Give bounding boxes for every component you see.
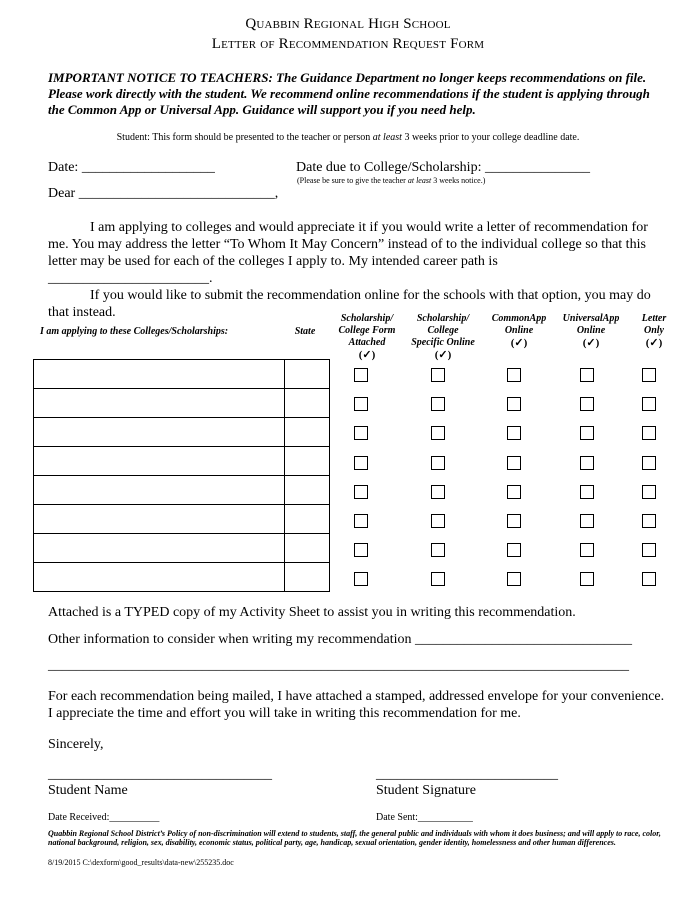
checkbox-row4-col0[interactable] [354,485,368,499]
date-sent-field[interactable]: Date Sent:___________ [376,812,473,823]
checkbox-row6-col4[interactable] [642,543,656,557]
instruction-em: at least [372,132,402,143]
check-column-header-2 [490,313,548,349]
mailed-note: For each recommendation being mailed, I have attached a stamped, addressed envelope for your convenience. [48,689,665,704]
state-cell[interactable] [285,534,330,563]
due-note-pre: (Please be sure to give the teacher [297,176,408,185]
student-name-label: Student Name [48,783,128,798]
appreciation-note: I appreciate the time and effort you will take in writing this recommendation for me. [48,706,521,721]
check-mark-icon: (✓) [434,349,452,361]
nondiscrimination-policy: Quabbin Regional School District’s Policy of non-discrimination will extend to students, staff, the general public and individuals with whom it does business; and will apply to race, color, national background, religion, sex, disability, economic status, political party, age, handicap, sexual orientation, gender identity, homelessness and other human differences. [48,829,661,847]
college-name-cell[interactable] [34,360,285,389]
form-title: Letter of Recommendation Request Form [211,36,485,52]
due-date-note [297,176,485,185]
check-mark-icon: (✓) [582,337,600,349]
check-column-label: Scholarship/ College Form Attached [338,313,396,348]
state-cell[interactable] [285,505,330,534]
college-name-cell[interactable] [34,389,285,418]
checkbox-row3-col3[interactable] [580,456,594,470]
student-name-line[interactable]: ________________________________ [48,767,272,782]
checkbox-row6-col1[interactable] [431,543,445,557]
table-row [34,447,330,476]
checkbox-row5-col2[interactable] [507,514,521,528]
letter-body [48,219,658,321]
activity-sheet-note: Attached is a TYPED copy of my Activity Sheet to assist you in writing this recommendation. [48,605,576,620]
checkbox-row7-col4[interactable] [642,572,656,586]
check-column-label: UniversalApp Online [562,313,620,336]
college-name-cell[interactable] [34,447,285,476]
checkbox-row1-col0[interactable] [354,397,368,411]
date-received-field[interactable]: Date Received:__________ [48,812,160,823]
checkbox-row5-col0[interactable] [354,514,368,528]
check-mark-icon: (✓) [358,349,376,361]
student-instruction [0,132,696,143]
checkbox-row7-col2[interactable] [507,572,521,586]
checkbox-row0-col3[interactable] [580,368,594,382]
letter-paragraph-2: If you would like to submit the recommendation online for the schools with that option, you may do that instead. [48,288,651,320]
check-mark-icon: (✓) [645,337,663,349]
checkbox-row4-col2[interactable] [507,485,521,499]
checkbox-row6-col0[interactable] [354,543,368,557]
table-row [34,476,330,505]
checkbox-row4-col1[interactable] [431,485,445,499]
checkbox-row5-col1[interactable] [431,514,445,528]
checkbox-row4-col4[interactable] [642,485,656,499]
check-column-label: Scholarship/ College Specific Online [411,313,475,348]
checkbox-row7-col0[interactable] [354,572,368,586]
checkbox-row2-col2[interactable] [507,426,521,440]
state-column-header: State [294,326,316,337]
due-date-field[interactable]: Date due to College/Scholarship: _______________ [296,160,590,175]
state-cell[interactable] [285,476,330,505]
checkbox-row3-col2[interactable] [507,456,521,470]
checkbox-row3-col1[interactable] [431,456,445,470]
checkbox-row2-col1[interactable] [431,426,445,440]
check-column-header-1 [410,313,476,361]
colleges-column-header: I am applying to these Colleges/Scholarships: [40,326,229,337]
student-signature-line[interactable]: __________________________ [376,767,558,782]
checkbox-row1-col1[interactable] [431,397,445,411]
table-row [34,505,330,534]
instruction-pre: Student: This form should be presented to the teacher or person [116,132,373,143]
table-row [34,360,330,389]
state-cell[interactable] [285,360,330,389]
table-row [34,389,330,418]
college-name-cell[interactable] [34,563,285,592]
check-column-header-3 [560,313,622,349]
checkbox-row1-col3[interactable] [580,397,594,411]
checkbox-row7-col3[interactable] [580,572,594,586]
dear-field[interactable]: Dear ____________________________, [48,186,279,201]
checkbox-row5-col4[interactable] [642,514,656,528]
checkbox-row6-col3[interactable] [580,543,594,557]
due-note-post: 3 weeks notice.) [431,176,486,185]
checkbox-row6-col2[interactable] [507,543,521,557]
checkbox-row4-col3[interactable] [580,485,594,499]
checkbox-row3-col4[interactable] [642,456,656,470]
college-name-cell[interactable] [34,505,285,534]
college-name-cell[interactable] [34,476,285,505]
checkbox-row5-col3[interactable] [580,514,594,528]
state-cell[interactable] [285,389,330,418]
check-column-header-4 [632,313,676,349]
other-info-line[interactable]: ___________________________________________________________________________________ [48,658,629,673]
checkbox-row0-col1[interactable] [431,368,445,382]
state-cell[interactable] [285,563,330,592]
checkbox-row7-col1[interactable] [431,572,445,586]
table-row [34,418,330,447]
table-row [34,534,330,563]
check-mark-icon: (✓) [510,337,528,349]
state-cell[interactable] [285,418,330,447]
checkbox-row1-col2[interactable] [507,397,521,411]
check-column-label: Letter Only [641,313,667,336]
checkbox-row2-col0[interactable] [354,426,368,440]
file-path: 8/19/2015 C:\dexform\good_results\data-new\255235.doc [48,858,234,867]
state-cell[interactable] [285,447,330,476]
table-row [34,563,330,592]
college-name-cell[interactable] [34,418,285,447]
checkbox-row1-col4[interactable] [642,397,656,411]
school-name: Quabbin Regional High School [245,16,451,32]
college-name-cell[interactable] [34,534,285,563]
checkbox-row2-col3[interactable] [580,426,594,440]
letter-paragraph-1: I am applying to colleges and would appreciate it if you would write a letter of recommendation for me. You may address the letter “To Whom It May Concern” instead of to the individual college so that this letter may be used for each of the colleges I apply to. My intended career path is _______________________. [48,220,648,286]
date-field[interactable]: Date: ___________________ [48,160,215,175]
sincerely: Sincerely, [48,737,104,752]
teacher-notice: IMPORTANT NOTICE TO TEACHERS: The Guidance Department no longer keeps recommendations on file. Please work directly with the student. We recommend online recommendations if the student is applying through the Common App or Universal App. Guidance will support you if you need help. [48,70,650,117]
student-signature-label: Student Signature [376,783,476,798]
checkbox-row2-col4[interactable] [642,426,656,440]
instruction-post: 3 weeks prior to your college deadline date. [401,132,580,143]
checkbox-row0-col0[interactable] [354,368,368,382]
checkbox-row0-col2[interactable] [507,368,521,382]
checkbox-row0-col4[interactable] [642,368,656,382]
due-note-em: at least [407,176,432,185]
other-info-field[interactable]: Other information to consider when writing my recommendation _______________________________ [48,632,633,647]
colleges-table [33,359,330,592]
checkbox-row3-col0[interactable] [354,456,368,470]
check-column-header-0 [338,313,396,361]
check-column-label: CommonApp Online [491,313,547,336]
